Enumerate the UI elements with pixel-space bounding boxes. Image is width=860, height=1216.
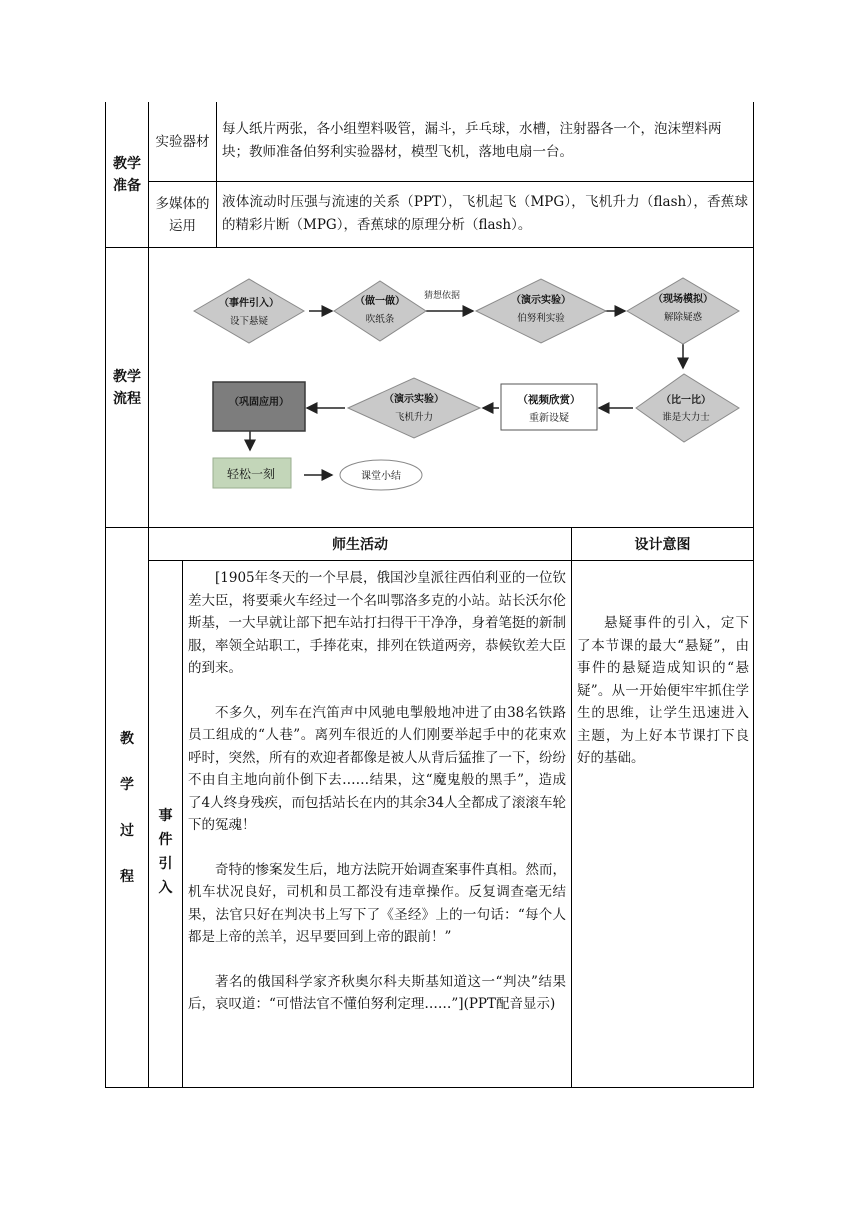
materials-label-cell [149, 102, 216, 181]
svg-text:吹纸条: 吹纸条 [365, 314, 395, 325]
svg-text:（事件引入）: （事件引入） [219, 298, 279, 309]
svg-text:设下悬疑: 设下悬疑 [229, 316, 269, 327]
intent-col-divider [571, 527, 572, 1088]
intent-header-cell [572, 528, 753, 560]
svg-text:（做一做）: （做一做） [355, 296, 405, 307]
svg-text:（比一比）: （比一比） [661, 395, 711, 406]
svg-text:谁是大力士: 谁是大力士 [662, 412, 710, 423]
media-label: 多媒体的运用 [155, 195, 210, 234]
phase-label-divider [182, 560, 183, 1088]
flow-section-label: 教学流程 [113, 368, 141, 407]
svg-text:（巩固应用）: （巩固应用） [229, 397, 289, 408]
flow-node-demo-bernoulli [476, 279, 606, 343]
svg-text:（演示实验）: （演示实验） [384, 394, 444, 405]
table-border-bottom [105, 1087, 754, 1088]
svg-text:（视频欣赏）: （视频欣赏） [517, 394, 581, 406]
svg-text:课堂小结: 课堂小结 [361, 471, 401, 482]
phase-label-cell [149, 561, 182, 1087]
flow-node-demo-lift [348, 378, 480, 438]
flow-node-relax [213, 458, 291, 488]
prep-row-divider [148, 181, 754, 182]
activity-paragraph-1: [1905年冬天的一个早晨，俄国沙皇派往西伯利亚的一位钦差大臣，将要乘火车经过一个名叫鄂洛多克的小站。站长沃尔伦斯基，一大早就让部下把车站打扫得干干净净，身着笔挺的新制服，率领全站职工，手捧花束，排列在铁道两旁，恭候钦差大臣的到来。 [188, 570, 566, 676]
flow-arrow-label: 猜想依据 [423, 291, 461, 301]
activity-paragraph-2: 不多久，列车在汽笛声中风驰电掣般地冲进了由38名铁路员工组成的“人巷”。离列车很近的人们刚要举起手中的花束欢呼时，突然，所有的欢迎者都像是被人从背后猛推了一下，纷纷不由自主地向前仆倒下去……结果，这“魔鬼般的黑手”，造成了4人终身残疾，而包括站长在内的其余34人全都成了滚滚车轮下的冤魂！ [188, 704, 566, 833]
table-border-right [753, 102, 754, 1088]
activity-header-cell [149, 528, 571, 560]
flow-node-summary [340, 460, 422, 490]
prep-section-label: 教学准备 [113, 155, 141, 194]
flow-node-compare [636, 374, 739, 442]
process-header-divider [148, 560, 754, 561]
flow-node-simulation [627, 278, 739, 344]
flow-node-try-it [334, 281, 426, 341]
teaching-flowchart [149, 248, 753, 527]
svg-text:重新设疑: 重新设疑 [529, 413, 569, 424]
flow-node-event-intro [194, 279, 304, 343]
prep-section-label-cell [106, 102, 148, 247]
svg-text:轻松一刻: 轻松一刻 [226, 467, 276, 481]
media-text: 液体流动时压强与流速的关系（PPT），飞机起飞（MPG），飞机升力（flash），香蕉球的精彩片断（MPG），香蕉球的原理分析（flash）。 [222, 194, 748, 233]
activity-paragraph-3: 奇特的惨案发生后，地方法院开始调查案事件真相。然而，机车状况良好，司机和员工都没有违章操作。反复调查毫无结果，法官只好在判决书上写下了《圣经》上的一句话：“每个人都是上帝的羔羊，迟早要回到上帝的跟前！” [188, 861, 566, 945]
activity-paragraph-4: 著名的俄国科学家齐秋奥尔科夫斯基知道这一“判决”结果后，哀叹道：“可惜法官不懂伯努利定理……”](PPT配音显示) [188, 973, 566, 1012]
intent-paragraph: 悬疑事件的引入，定下了本节课的最大“悬疑”，由事件的悬疑造成知识的“悬疑”。从一开始便牢牢抓住学生的思维，让学生迅速进入主题，为上好本节课打下良好的基础。 [577, 615, 749, 766]
svg-text:（演示实验）: （演示实验） [511, 295, 571, 306]
svg-text:（现场模拟）: （现场模拟） [653, 294, 713, 305]
flow-node-video [501, 384, 597, 430]
svg-text:伯努利实验: 伯努利实验 [517, 313, 565, 324]
intent-text [577, 612, 749, 792]
intent-column-header: 设计意图 [634, 537, 691, 553]
svg-text:飞机升力: 飞机升力 [394, 412, 434, 423]
media-label-cell [149, 182, 216, 247]
activity-column-header: 师生活动 [332, 537, 388, 553]
process-section-label-cell [106, 528, 148, 1087]
materials-label: 实验器材 [155, 133, 210, 150]
materials-text: 每人纸片两张，各小组塑料吸管，漏斗，乒乓球，水槽，注射器各一个，泡沫塑料两块；教师准备伯努利实验器材，模型飞机，落地电扇一台。 [222, 121, 722, 160]
flow-section-label-cell [106, 248, 148, 527]
activity-text [188, 567, 566, 1038]
process-section-label: 教学过程 [120, 730, 134, 885]
svg-text:解除疑惑: 解除疑惑 [663, 312, 703, 323]
prep-sub-divider [216, 102, 217, 248]
phase-label: 事件引入 [158, 808, 173, 896]
flow-node-apply [213, 382, 305, 431]
